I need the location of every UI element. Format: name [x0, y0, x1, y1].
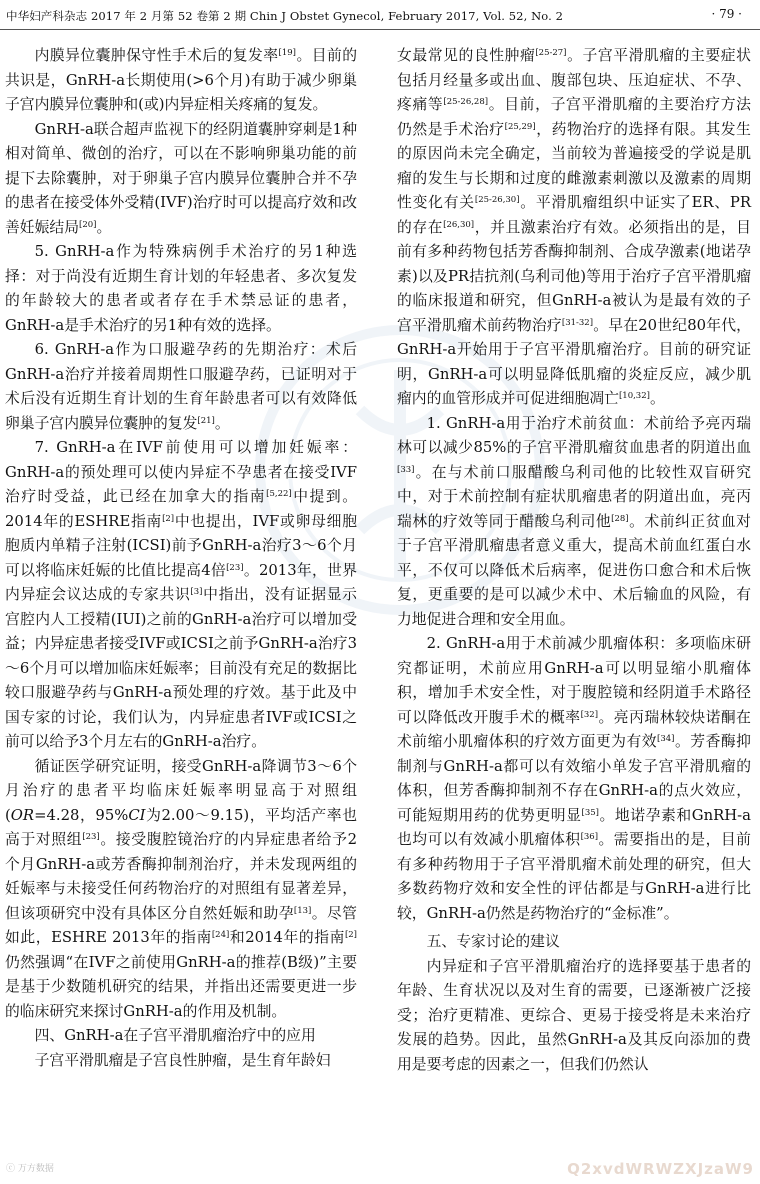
text-run: 仍然强调“在IVF之前使用GnRH-a的推荐(B级)”主要是基于少数随机研究的结果，并指出还需要更进一步的临床研究来探讨GnRH-a的作用及机制。	[5, 953, 357, 1020]
text-run: 。2013年，世界内异症会议达成的专家共识	[5, 561, 357, 603]
citation-ref: [34]	[657, 734, 675, 744]
citation-ref: [3]	[190, 587, 203, 597]
paragraph	[5, 240, 357, 338]
paragraph	[397, 44, 751, 412]
text-run: ，药物治疗的选择有限。其发生的原因尚未完全确定，当前较为普遍接受的学说是肌瘤的发生与长期和过度的雌激素刺激以及激素的周期性变化有关	[397, 120, 751, 211]
text-run: 中提到。2014年的ESHRE指南	[5, 488, 357, 530]
citation-ref: [25-26,28]	[443, 97, 489, 107]
left-column	[5, 44, 357, 1073]
text-run: 。需要指出的是，目前有多种药物用于子宫平滑肌瘤术前处理的研究，但大多数药物疗效和安全性的评估都是与GnRH-a进行比较，GnRH-a仍然是药物治疗的“金标准”。	[397, 831, 751, 922]
citation-ref: [25,29]	[504, 121, 536, 132]
section-heading	[397, 930, 751, 955]
text-run: ，并且激素治疗有效。必须指出的是，目前有多种药物包括芳香酶抑制剂、合成孕激素(地诺孕素)以及PR拮抗剂(乌利司他)等用于治疗子宫平滑肌瘤的临床报道和研究，但GnRH-a被认为是最有效的子宫平滑肌瘤术前药物治疗	[397, 218, 751, 334]
text-run: 。子宫平滑肌瘤的主要症状包括月经量多或出血、腹部包块、压迫症状、不孕、疼痛等	[397, 47, 751, 113]
paragraph	[5, 436, 357, 755]
paragraph	[5, 118, 357, 241]
citation-ref: [19]	[278, 48, 296, 58]
text-run: 。	[214, 414, 230, 432]
text-run: 。芳香酶抑制剂与GnRH-a都可以有效缩小单发子宫平滑肌瘤的体积，但芳香酶抑制剂不存在GnRH-a的点火效应，可能短期用药的优势更明显	[397, 733, 751, 824]
citation-ref: [2]	[344, 930, 357, 940]
text-run: 中指出，没有证据显示宫腔内人工授精(IUI)之前的GnRH-a治疗可以增加受益；内异症患者接受IVF或ICSI之前予GnRH-a治疗3～6个月可以增加临床妊娠率；目前没有充足的数据比较口服避孕药与GnRH-a预处理的疗效。基于此及中国专家的讨论，我们认为，内异症患者IVF或ICSI之前可以给予3个月左右的GnRH-a治疗。	[5, 586, 357, 750]
paragraph	[5, 44, 357, 118]
text-run: 6. GnRH-a作为口服避孕药的先期治疗：术后GnRH-a治疗并接着周期性口服避孕药，已证明对于术后没有近期生育计划的生育年龄患者可以有效降低卵巢子宫内膜异位囊肿的复发	[5, 341, 357, 432]
text-run: =4.28，95%	[34, 806, 129, 824]
paragraph	[397, 412, 751, 633]
paragraph	[5, 755, 357, 1025]
text-run: 五、专家讨论的建议	[426, 933, 560, 950]
paragraph	[5, 338, 357, 436]
citation-ref: [5,22]	[266, 489, 292, 499]
text-run: 7. GnRH-a在IVF前使用可以增加妊娠率：GnRH-a的预处理可以使内异症不孕患者在接受IVF治疗时受益，此已经在加拿大的指南	[5, 439, 357, 505]
citation-ref: [24]	[211, 930, 230, 940]
citation-ref: [32]	[580, 709, 599, 720]
text-run: 。接受腹腔镜治疗的内异症患者给予2个月GnRH-a或芳香酶抑制剂治疗，并未发现两组的妊娠率与未接受任何药物治疗的对照组有显著差异，但该项研究中没有具体区分自然妊娠和助孕	[5, 831, 357, 922]
footer-source: ⓒ 万方数据	[6, 1164, 54, 1174]
citation-ref: [20]	[79, 219, 97, 230]
paragraph	[397, 955, 751, 1078]
section-heading	[5, 1024, 357, 1049]
text-run: 循证医学研究证明，接受GnRH-a降调节3～6个月治疗的患者平均临床妊娠率明显高于对照组(	[5, 757, 357, 824]
text-run: 5. GnRH-a作为特殊病例手术治疗的另1种选择：对于尚没有近期生育计划的年轻患者、多次复发的年龄较大的患者或者存在手术禁忌证的患者，GnRH-a是手术治疗的另1种有效的选择。	[5, 243, 357, 334]
citation-ref: [25-27]	[535, 48, 567, 58]
text-run: 中也提出，IVF或卵母细胞胞质内单精子注射(ICSI)前予GnRH-a治疗3～6个月可以将临床妊娠的比值比提高4倍	[5, 512, 357, 579]
footer-watermark-text: Q2xvdWRWZXJzaW9	[567, 1160, 754, 1178]
journal-citation: 中华妇产科杂志 2017 年 2 月第 52 卷第 2 期 Chin J Obstet Gynecol, February 2017, Vol. 52, No. 2	[6, 9, 564, 23]
text-run: 内异症和子宫平滑肌瘤治疗的选择要基于患者的年龄、生育状况以及对生育的需要，已逐渐被广泛接受；治疗更精准、更综合、更易于接受将是未来治疗发展的趋势。因此，虽然GnRH-a及其反向添加的费用是要考虑的因素之一，但我们仍然认	[397, 957, 751, 1073]
page-number: · 79 ·	[711, 7, 742, 21]
text-run: 。目前的共识是，GnRH-a长期使用(>6个月)有助于减少卵巢子宫内膜异位囊肿和(或)内异症相关疼痛的复发。	[5, 47, 357, 113]
text-run: 。早在20世纪80年代，GnRH-a开始用于子宫平滑肌瘤治疗。目前的研究证明，GnRH-a可以明显降低肌瘤的炎症反应，减少肌瘤内的血管形成并可促进细胞凋亡	[397, 316, 751, 407]
citation-ref: [10,32]	[618, 391, 650, 401]
text-run: 子宫平滑肌瘤是子宫良性肿瘤，是生育年龄妇	[34, 1051, 331, 1069]
citation-ref: [2]	[162, 513, 175, 524]
citation-ref: [28]	[611, 513, 629, 524]
text-run: 和2014年的指南	[229, 929, 345, 946]
italic-term: CI	[128, 806, 146, 824]
right-column	[397, 44, 751, 1077]
text-run: 。地诺孕素和GnRH-a也均可以有效减小肌瘤体积	[397, 806, 751, 848]
italic-term: OR	[10, 806, 35, 824]
text-run: 为2.00～9.15)，平均活产率也高于对照组	[5, 806, 357, 848]
citation-ref: [36]	[580, 832, 599, 842]
text-run: 。目前，子宫平滑肌瘤的主要治疗方法仍然是手术治疗	[397, 96, 751, 138]
text-run: 四、GnRH-a在子宫平滑肌瘤治疗中的应用	[34, 1027, 316, 1044]
citation-ref: [21]	[197, 415, 215, 426]
text-run: 。亮丙瑞林较炔诺酮在术前缩小肌瘤体积的疗效方面更为有效	[397, 708, 751, 750]
text-run: 。术前纠正贫血对于子宫平滑肌瘤患者意义重大，提高术前血红蛋白水平，不仅可以降低术后病率，促进伤口愈合和术后恢复，更重要的是可以减少术中、术后输血的风险，有力地促进合理和安全用血。	[397, 512, 751, 628]
citation-ref: [23]	[226, 562, 244, 573]
citation-ref: [31-32]	[561, 317, 594, 328]
citation-ref: [25-26,30]	[474, 195, 520, 205]
text-run: 女最常见的良性肿瘤	[397, 47, 536, 64]
paragraph	[5, 1049, 357, 1074]
citation-ref: [33]	[397, 464, 415, 475]
citation-ref: [26,30]	[443, 219, 475, 230]
text-run: 。平滑肌瘤组织中证实了ER、PR的存在	[397, 194, 751, 236]
text-run: 内膜异位囊肿保守性手术后的复发率	[34, 47, 279, 64]
text-run: 。在与术前口服醋酸乌利司他的比较性双盲研究中，对于术前控制有症状肌瘤患者的阴道出血，亮丙瑞林的疗效等同于醋酸乌利司他	[397, 463, 751, 530]
text-run: 。尽管如此，ESHRE 2013年的指南	[5, 904, 357, 946]
text-run: 1. GnRH-a用于治疗术前贫血：术前给予亮丙瑞林可以减少85%的子宫平滑肌瘤贫血患者的阴道出血	[397, 414, 751, 456]
text-run: 。	[96, 218, 112, 236]
text-run: 2. GnRH-a用于术前减少肌瘤体积：多项临床研究都证明，术前应用GnRH-a可以明显缩小肌瘤体积，增加手术安全性，对于腹腔镜和经阴道手术路径可以降低改开腹手术的概率	[397, 635, 751, 726]
citation-ref: [23]	[82, 832, 100, 842]
running-header	[0, 0, 760, 30]
citation-ref: [35]	[581, 807, 599, 818]
citation-ref: [13]	[293, 905, 312, 916]
text-run: 。	[649, 390, 665, 407]
text-run: GnRH-a联合超声监视下的经阴道囊肿穿刺是1种相对简单、微创的治疗，可以在不影响卵巢功能的前提下去除囊肿，对于卵巢子宫内膜异位囊肿合并不孕的患者在接受体外受精(IVF)治疗时可以提高疗效和改善妊娠结局	[5, 120, 357, 236]
paragraph	[397, 632, 751, 926]
